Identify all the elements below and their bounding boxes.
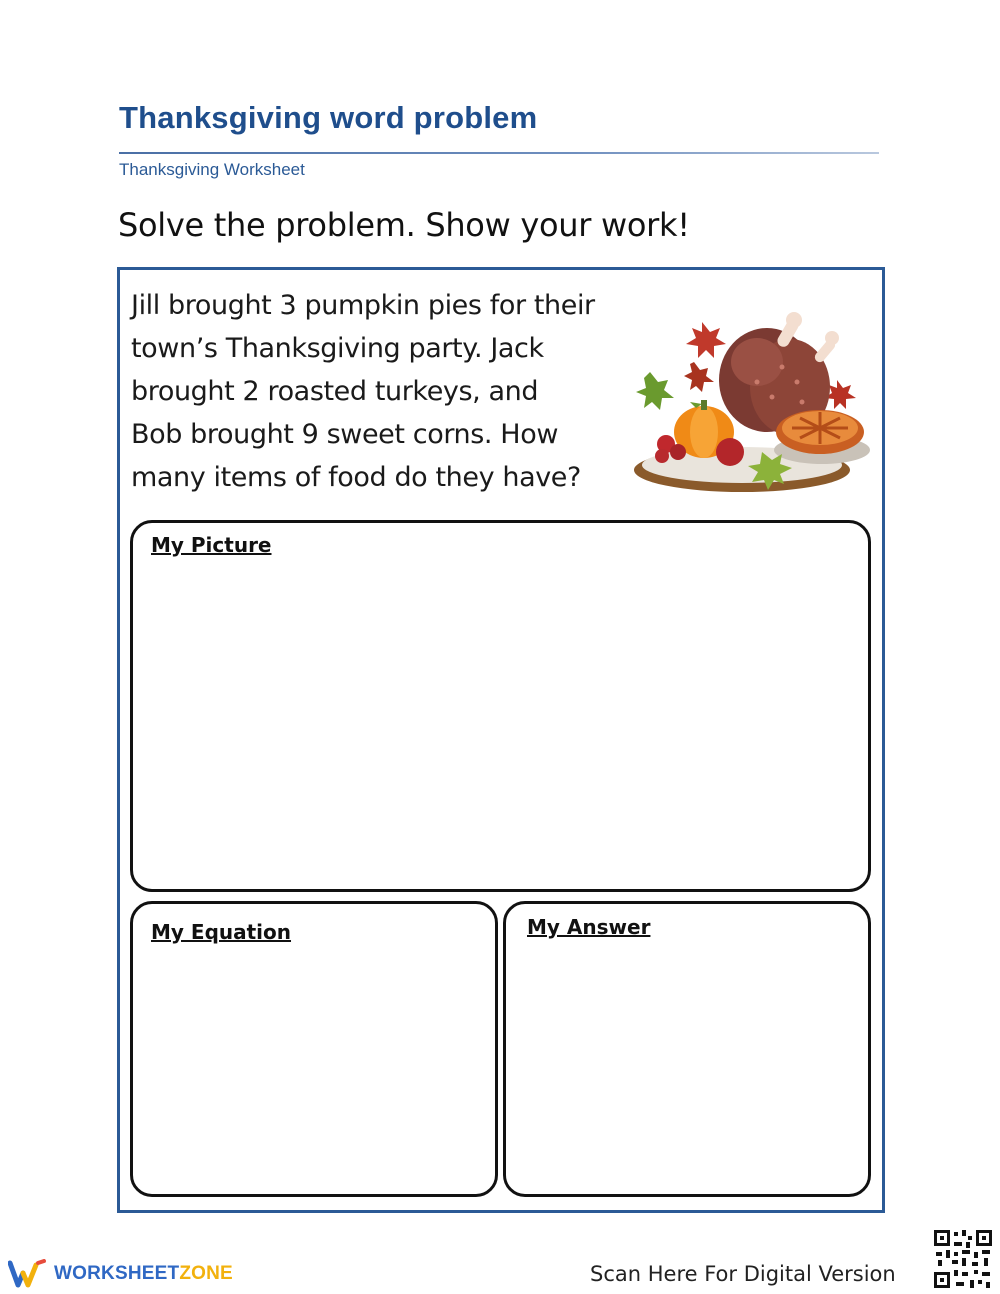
instruction-text: Solve the problem. Show your work! [118,206,690,244]
brand-part2: ZONE [179,1263,233,1284]
my-answer-box[interactable] [503,901,871,1197]
brand-part1: WORKSHEET [54,1263,180,1284]
page-title: Thanksgiving word problem [119,100,538,135]
problem-line: many items of food do they have? [131,462,581,493]
title-divider [119,152,879,154]
my-picture-box[interactable] [130,520,871,892]
problem-line: Jill brought 3 pumpkin pies for their [131,290,595,321]
my-equation-label: My Equation [151,920,292,944]
my-picture-label: My Picture [151,533,272,557]
worksheetzone-logo-icon [8,1259,48,1289]
problem-line: brought 2 roasted turkeys, and [131,376,539,407]
brand-name [54,1263,233,1285]
page-subtitle: Thanksgiving Worksheet [119,160,305,179]
scan-caption: Scan Here For Digital Version [590,1262,896,1286]
problem-line: Bob brought 9 sweet corns. How [131,419,559,450]
problem-line: town’s Thanksgiving party. Jack [131,333,544,364]
word-problem [131,284,631,499]
my-answer-label: My Answer [527,915,651,939]
thanksgiving-feast-illustration [632,302,872,502]
worksheetzone-logo[interactable] [8,1258,233,1290]
qr-code-icon[interactable] [932,1228,994,1290]
my-equation-box[interactable] [130,901,498,1197]
